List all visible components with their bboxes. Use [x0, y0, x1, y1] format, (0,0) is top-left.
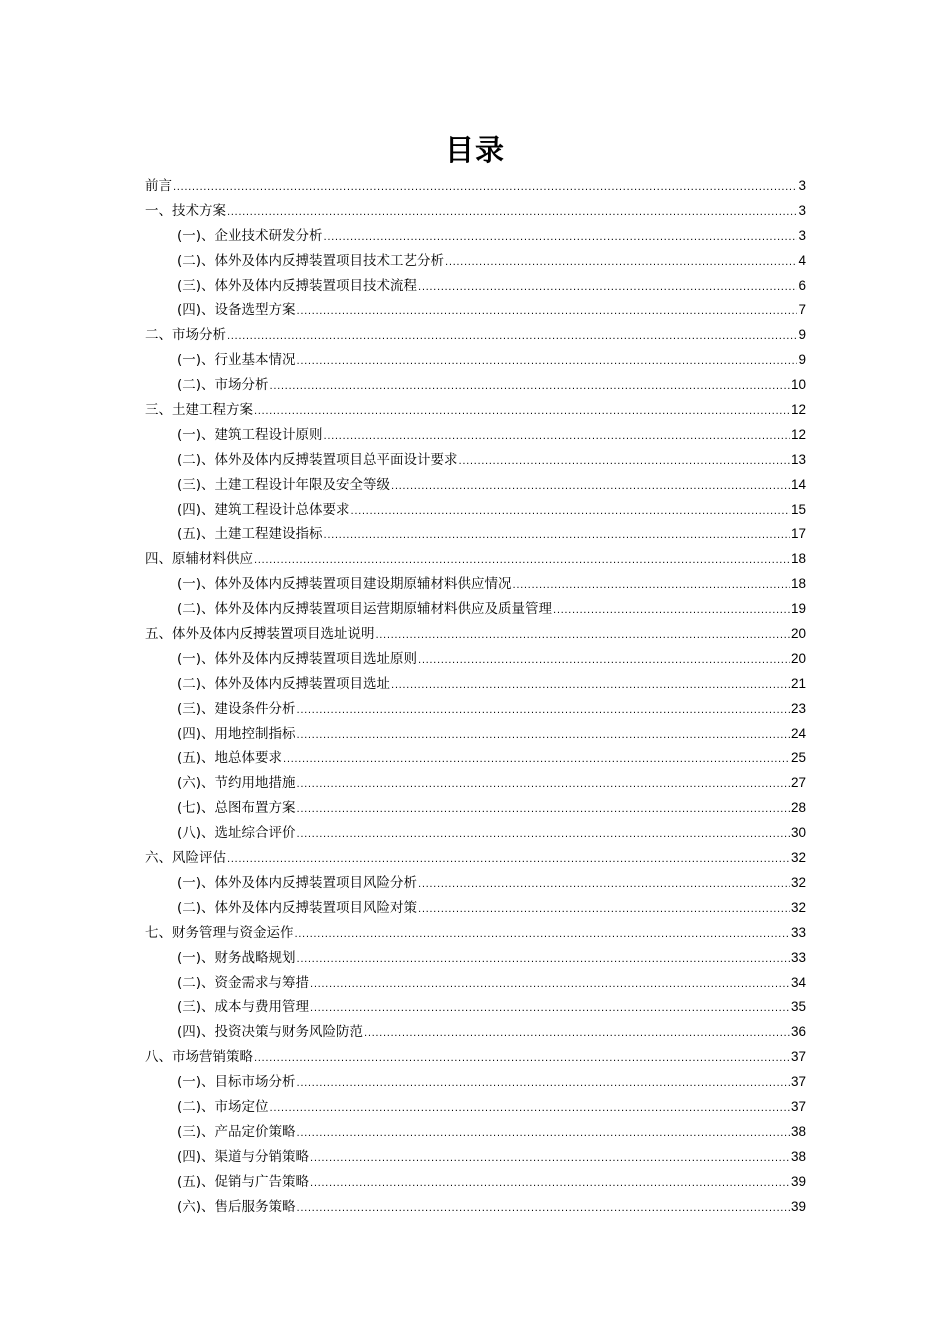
toc-dot-leader — [310, 1172, 790, 1197]
toc-entry-page-number: 39 — [790, 1173, 806, 1189]
toc-entry-page-number: 9 — [798, 327, 806, 343]
toc-entry-text: (四)、建筑工程设计总体要求 — [177, 501, 350, 518]
toc-entry-page-number: 32 — [790, 850, 806, 866]
toc-dot-leader — [459, 450, 790, 475]
toc-dot-leader — [391, 475, 790, 500]
toc-dot-leader — [364, 1022, 790, 1047]
toc-dot-leader — [418, 873, 790, 898]
toc-entry-section[interactable] — [145, 746, 806, 771]
toc-entry-chapter[interactable] — [145, 622, 806, 647]
toc-entry-page-number: 35 — [790, 999, 806, 1015]
toc-dot-leader — [324, 425, 790, 450]
toc-entry-section[interactable] — [145, 498, 806, 523]
toc-entry-page-number: 15 — [790, 501, 806, 517]
toc-dot-leader — [418, 276, 797, 301]
toc-entry-section[interactable] — [145, 722, 806, 747]
toc-dot-leader — [283, 748, 790, 773]
toc-entry-section[interactable] — [145, 971, 806, 996]
toc-entry-text: (五)、促销与广告策略 — [177, 1173, 310, 1190]
toc-entry-section[interactable] — [145, 448, 806, 473]
toc-entry-text: (二)、体外及体内反搏装置项目总平面设计要求 — [177, 451, 458, 468]
toc-entry-text: 三、土建工程方案 — [145, 402, 253, 419]
toc-entry-text: (一)、企业技术研发分析 — [177, 227, 323, 244]
toc-dot-leader — [310, 1147, 790, 1172]
toc-entry-text: 二、市场分析 — [145, 327, 226, 344]
toc-dot-leader — [418, 649, 790, 674]
toc-dot-leader — [391, 674, 790, 699]
toc-entry-section[interactable] — [145, 1070, 806, 1095]
toc-entry-page-number: 38 — [790, 1148, 806, 1164]
toc-entry-text: (一)、目标市场分析 — [177, 1074, 296, 1091]
toc-entry-page-number: 39 — [790, 1198, 806, 1214]
toc-entry-text: (二)、市场分析 — [177, 377, 269, 394]
toc-dot-leader — [227, 325, 797, 350]
toc-dot-leader — [553, 599, 790, 624]
toc-entry-section[interactable] — [145, 1145, 806, 1170]
toc-dot-leader — [254, 549, 790, 574]
toc-entry-page-number: 28 — [790, 800, 806, 816]
toc-entry-page-number: 24 — [790, 725, 806, 741]
toc-dot-leader — [324, 524, 790, 549]
toc-dot-leader — [513, 574, 790, 599]
toc-entry-page-number: 32 — [790, 874, 806, 890]
toc-dot-leader — [297, 1072, 790, 1097]
toc-entry-text: (二)、资金需求与筹措 — [177, 974, 310, 991]
toc-dot-leader — [418, 898, 790, 923]
toc-entry-chapter[interactable] — [145, 1045, 806, 1070]
toc-dot-leader — [297, 948, 790, 973]
toc-dot-leader — [324, 226, 798, 251]
toc-entry-page-number: 13 — [790, 451, 806, 467]
toc-entry-page-number: 38 — [790, 1123, 806, 1139]
toc-entry-text: (六)、售后服务策略 — [177, 1198, 296, 1215]
toc-dot-leader — [297, 1122, 790, 1147]
toc-dot-leader — [295, 923, 790, 948]
toc-entry-text: (一)、体外及体内反搏装置项目建设期原辅材料供应情况 — [177, 576, 512, 593]
toc-entry-page-number: 18 — [790, 576, 806, 592]
toc-entry-page-number: 4 — [798, 252, 806, 268]
toc-entry-text: 七、财务管理与资金运作 — [145, 924, 294, 941]
toc-entry-chapter[interactable] — [145, 846, 806, 871]
toc-entry-section[interactable] — [145, 647, 806, 672]
toc-entry-section[interactable] — [145, 771, 806, 796]
toc-dot-leader — [297, 724, 790, 749]
toc-entry-page-number: 33 — [790, 949, 806, 965]
toc-dot-leader — [445, 251, 797, 276]
toc-entry-text: (一)、行业基本情况 — [177, 352, 296, 369]
toc-entry-section[interactable] — [145, 473, 806, 498]
toc-entry-text: (一)、财务战略规划 — [177, 949, 296, 966]
toc-entry-text: (三)、土建工程设计年限及安全等级 — [177, 476, 391, 493]
toc-entry-section[interactable] — [145, 1095, 806, 1120]
toc-entry-page-number: 36 — [790, 1024, 806, 1040]
toc-entry-text: (一)、体外及体内反搏装置项目选址原则 — [177, 650, 418, 667]
toc-dot-leader — [297, 699, 790, 724]
toc-entry-text: 六、风险评估 — [145, 850, 226, 867]
toc-dot-leader — [297, 350, 798, 375]
toc-dot-leader — [227, 201, 797, 226]
toc-entry-text: (五)、地总体要求 — [177, 750, 283, 767]
toc-entry-section[interactable] — [145, 796, 806, 821]
toc-entry-section[interactable] — [145, 1195, 806, 1220]
toc-entry-page-number: 27 — [790, 775, 806, 791]
toc-entry-page-number: 20 — [790, 626, 806, 642]
toc-entry-page-number: 32 — [790, 899, 806, 915]
toc-entry-page-number: 37 — [790, 1098, 806, 1114]
toc-entry-text: (四)、投资决策与财务风险防范 — [177, 1024, 364, 1041]
toc-dot-leader — [173, 176, 797, 201]
toc-dot-leader — [310, 997, 790, 1022]
toc-entry-text: (二)、体外及体内反搏装置项目风险对策 — [177, 899, 418, 916]
toc-entry-text: (一)、建筑工程设计原则 — [177, 426, 323, 443]
toc-entry-section[interactable] — [145, 597, 806, 622]
toc-entry-section[interactable] — [145, 423, 806, 448]
toc-entry-page-number: 9 — [798, 352, 806, 368]
toc-dot-leader — [351, 500, 790, 525]
toc-entry-page-number: 12 — [790, 426, 806, 442]
toc-dot-leader — [297, 300, 798, 325]
toc-entry-section[interactable] — [145, 572, 806, 597]
toc-entry-page-number: 37 — [790, 1049, 806, 1065]
toc-list — [145, 174, 806, 1219]
toc-entry-section[interactable] — [145, 348, 806, 373]
toc-entry-page-number: 3 — [798, 202, 806, 218]
toc-entry-section[interactable] — [145, 274, 806, 299]
toc-entry-section[interactable] — [145, 224, 806, 249]
toc-entry-chapter[interactable] — [145, 547, 806, 572]
toc-dot-leader — [297, 1197, 790, 1222]
toc-entry-page-number: 17 — [790, 526, 806, 542]
toc-entry-chapter[interactable] — [145, 174, 806, 199]
toc-entry-text: (三)、体外及体内反搏装置项目技术流程 — [177, 277, 418, 294]
toc-entry-text: (四)、用地控制指标 — [177, 725, 296, 742]
toc-entry-text: (二)、体外及体内反搏装置项目技术工艺分析 — [177, 252, 445, 269]
toc-entry-text: (五)、土建工程建设指标 — [177, 526, 323, 543]
toc-entry-page-number: 7 — [798, 302, 806, 318]
toc-entry-section[interactable] — [145, 697, 806, 722]
toc-entry-text: (四)、设备选型方案 — [177, 302, 296, 319]
toc-entry-text: (三)、产品定价策略 — [177, 1123, 296, 1140]
toc-entry-page-number: 23 — [790, 700, 806, 716]
toc-entry-page-number: 33 — [790, 924, 806, 940]
toc-entry-page-number: 34 — [790, 974, 806, 990]
toc-entry-page-number: 19 — [790, 601, 806, 617]
toc-entry-text: 四、原辅材料供应 — [145, 551, 253, 568]
toc-entry-section[interactable] — [145, 249, 806, 274]
toc-entry-section[interactable] — [145, 1020, 806, 1045]
toc-entry-chapter[interactable] — [145, 323, 806, 348]
toc-entry-page-number: 20 — [790, 650, 806, 666]
toc-entry-page-number: 14 — [790, 476, 806, 492]
toc-entry-section[interactable] — [145, 1170, 806, 1195]
toc-entry-page-number: 25 — [790, 750, 806, 766]
toc-entry-text: (八)、选址综合评价 — [177, 825, 296, 842]
toc-dot-leader — [376, 624, 790, 649]
toc-entry-text: (二)、体外及体内反搏装置项目运营期原辅材料供应及质量管理 — [177, 601, 553, 618]
toc-entry-page-number: 3 — [798, 227, 806, 243]
toc-entry-text: (三)、建设条件分析 — [177, 700, 296, 717]
toc-dot-leader — [270, 375, 790, 400]
toc-entry-text: (六)、节约用地措施 — [177, 775, 296, 792]
toc-entry-section[interactable] — [145, 373, 806, 398]
toc-dot-leader — [227, 848, 790, 873]
toc-entry-text: (七)、总图布置方案 — [177, 800, 296, 817]
toc-entry-page-number: 10 — [790, 377, 806, 393]
toc-entry-text: 八、市场营销策略 — [145, 1049, 253, 1066]
toc-entry-chapter[interactable] — [145, 398, 806, 423]
toc-entry-text: (三)、成本与费用管理 — [177, 999, 310, 1016]
toc-entry-section[interactable] — [145, 946, 806, 971]
toc-entry-chapter[interactable] — [145, 199, 806, 224]
toc-dot-leader — [254, 1047, 790, 1072]
toc-entry-section[interactable] — [145, 522, 806, 547]
toc-entry-section[interactable] — [145, 1120, 806, 1145]
toc-entry-page-number: 3 — [798, 178, 806, 193]
toc-dot-leader — [297, 823, 790, 848]
toc-entry-page-number: 12 — [790, 402, 806, 418]
toc-entry-text: 五、体外及体内反搏装置项目选址说明 — [145, 626, 375, 643]
toc-entry-text: (四)、渠道与分销策略 — [177, 1148, 310, 1165]
toc-dot-leader — [297, 773, 790, 798]
toc-entry-section[interactable] — [145, 995, 806, 1020]
toc-entry-section[interactable] — [145, 672, 806, 697]
toc-entry-section[interactable] — [145, 896, 806, 921]
toc-dot-leader — [310, 973, 790, 998]
toc-entry-page-number: 18 — [790, 551, 806, 567]
toc-entry-section[interactable] — [145, 821, 806, 846]
toc-entry-section[interactable] — [145, 298, 806, 323]
toc-entry-page-number: 21 — [790, 675, 806, 691]
toc-entry-section[interactable] — [145, 871, 806, 896]
toc-entry-page-number: 37 — [790, 1074, 806, 1090]
toc-entry-page-number: 6 — [798, 277, 806, 293]
toc-entry-text: 前言 — [145, 178, 172, 194]
toc-entry-text: (一)、体外及体内反搏装置项目风险分析 — [177, 874, 418, 891]
toc-entry-text: 一、技术方案 — [145, 202, 226, 219]
toc-title: 目录 — [444, 133, 505, 167]
toc-entry-chapter[interactable] — [145, 921, 806, 946]
toc-entry-page-number: 30 — [790, 825, 806, 841]
toc-dot-leader — [297, 798, 790, 823]
toc-dot-leader — [270, 1097, 790, 1122]
toc-entry-text: (二)、体外及体内反搏装置项目选址 — [177, 675, 391, 692]
toc-entry-text: (二)、市场定位 — [177, 1098, 269, 1115]
toc-dot-leader — [254, 400, 790, 425]
